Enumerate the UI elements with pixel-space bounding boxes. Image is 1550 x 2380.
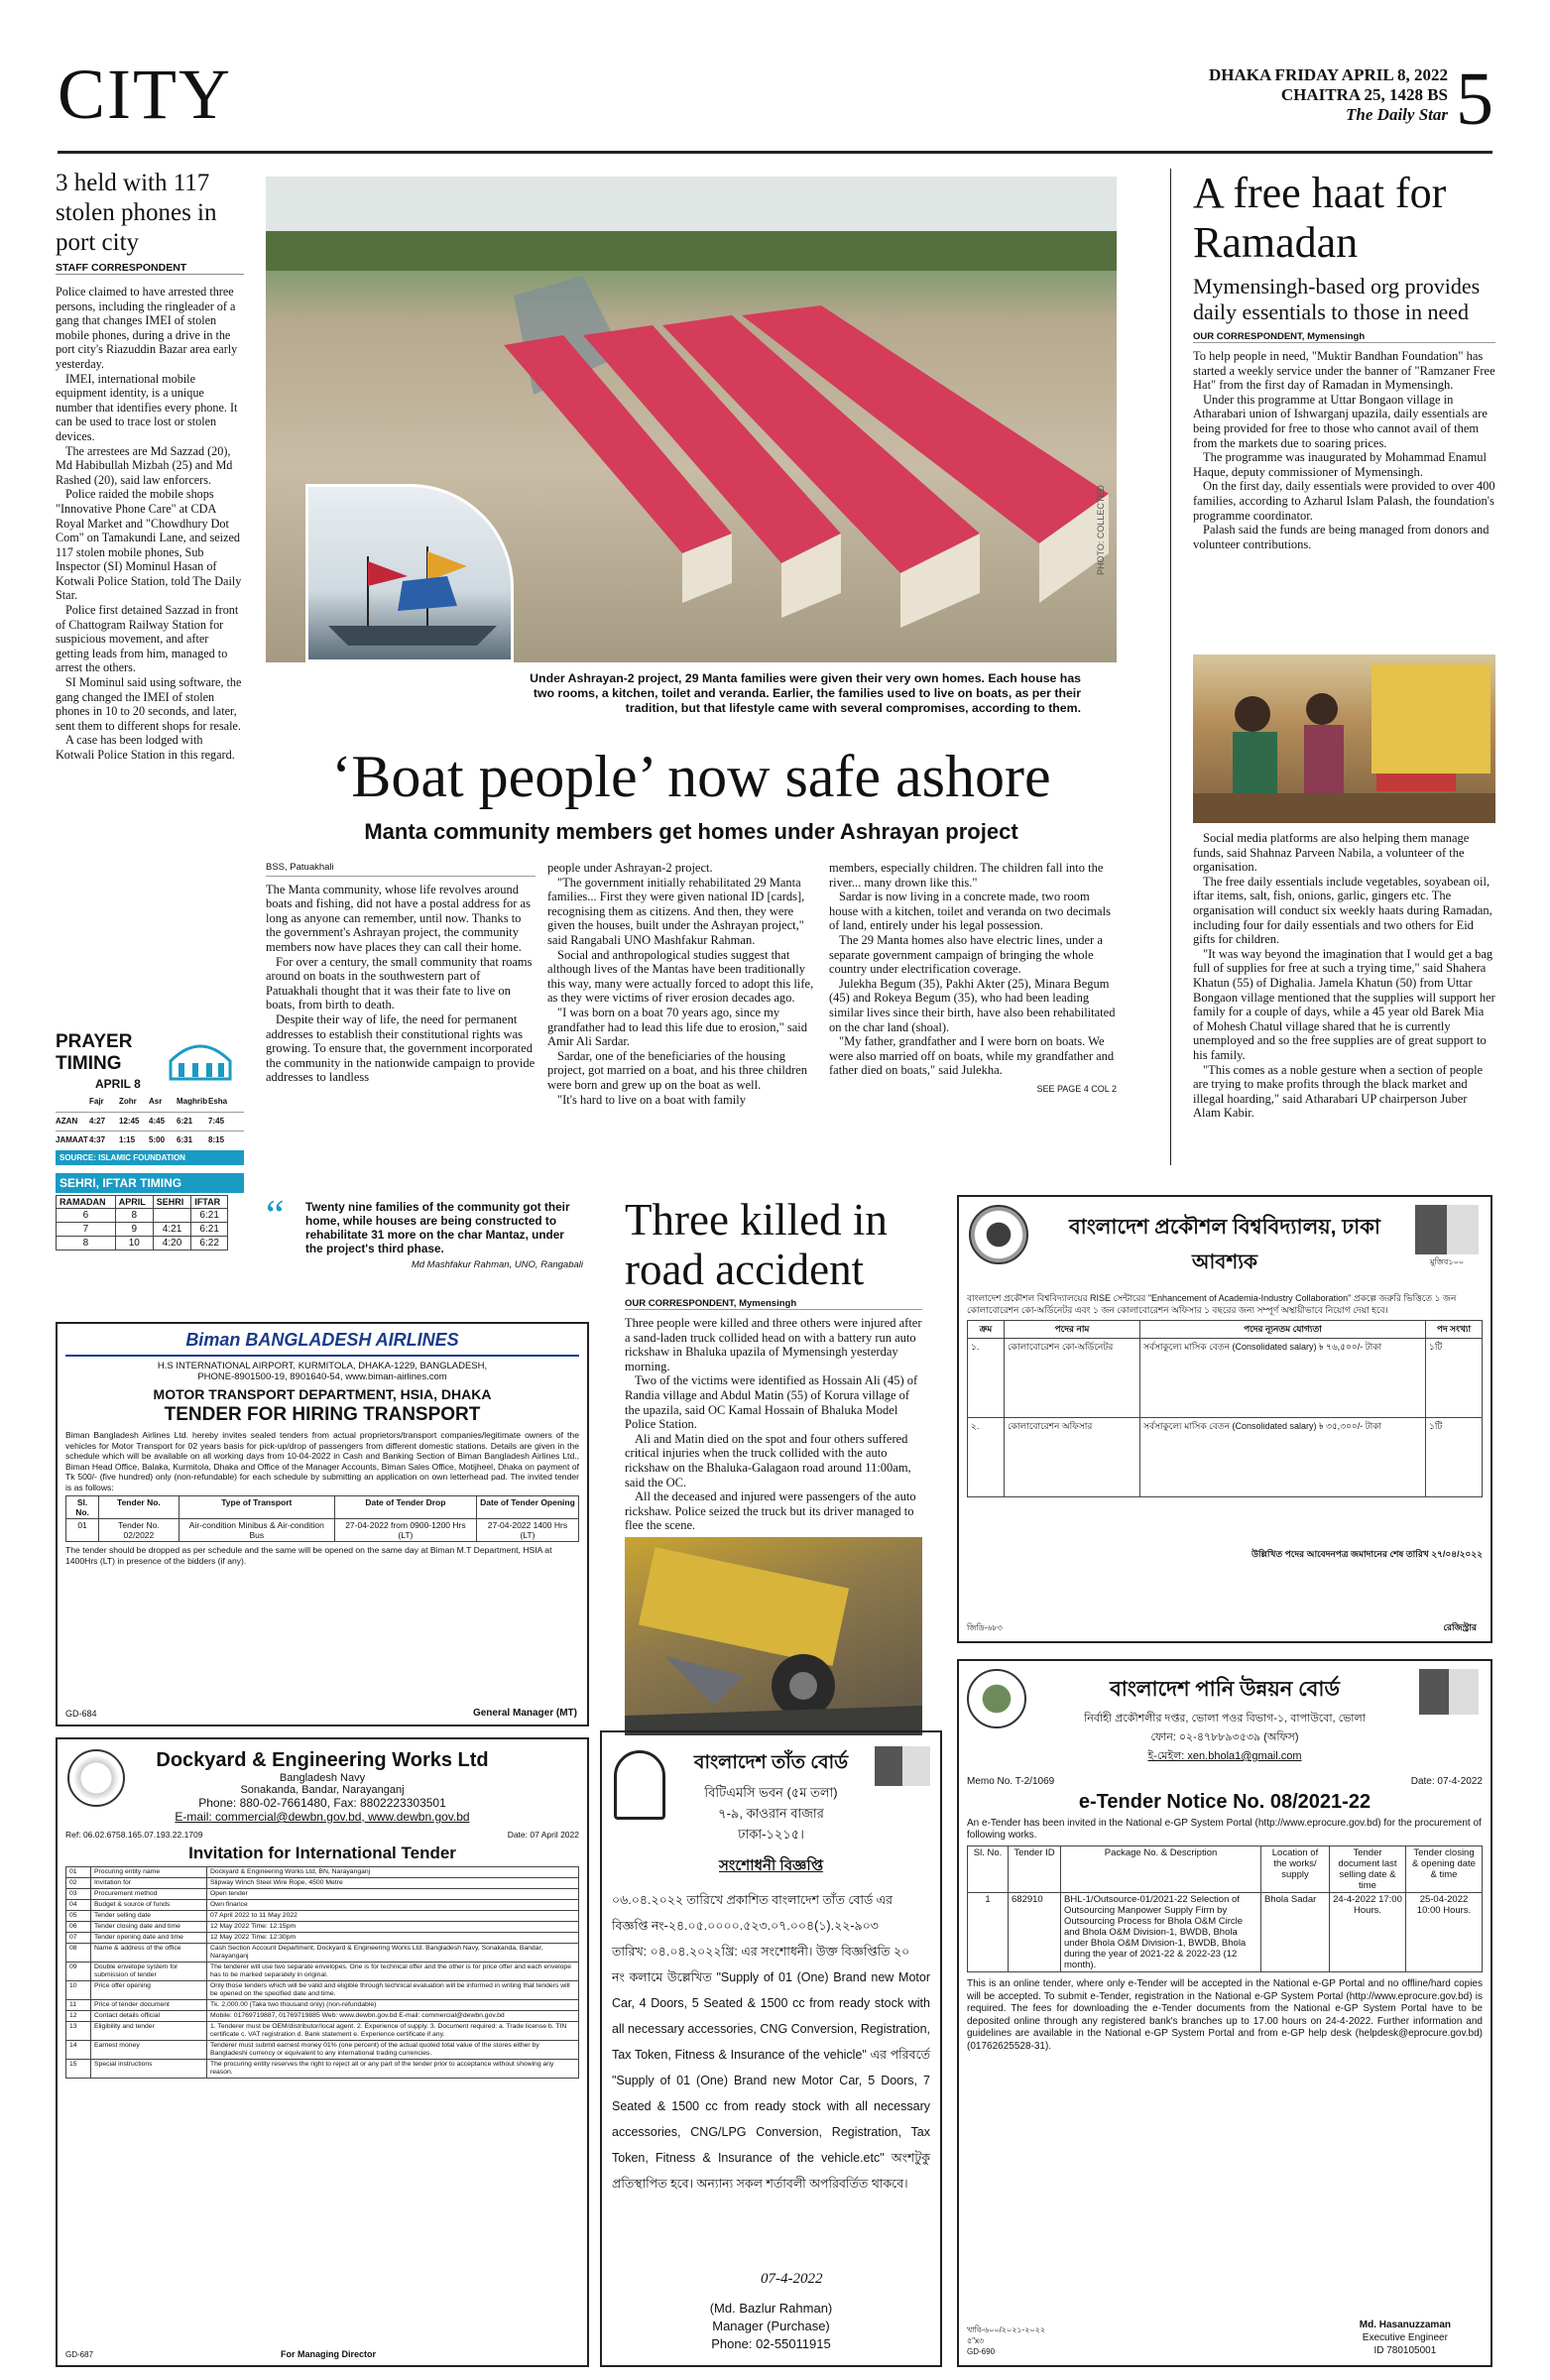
taat-logo-icon — [614, 1750, 665, 1820]
buet-intro: বাংলাদেশ প্রকৌশল বিশ্ববিদ্যালয়ের RISE সেন্টারের "Enhancement of Academia-Industry Collaboration" প্রকল্পে জরুরি ভিত্তিতে ১ জন কোলাবোরেশন কো-অর্ডিনেটর এবং ১ জন কোলাবোরেশন অফিসার ১ বছরের জন্য সম্পূর্ণ অস্থায়ীভাবে নিয়োগ দেয়া হবে। — [967, 1293, 1457, 1315]
jump-line: SEE PAGE 4 COL 2 — [1036, 1083, 1117, 1094]
dockyard-row — [66, 1900, 579, 1911]
cell: 1 — [968, 1893, 1009, 1972]
biman-signer: General Manager (MT) — [472, 1708, 577, 1719]
dockyard-ref: Ref: 06.02.6758.165.07.193.22.1709 — [65, 1830, 203, 1840]
paragraph: "The government initially rehabilitated 29 Manta families... First they were given national ID [cards], recognising them as citizens. And then, they were given the houses, built under the Ashrayan project," said Rangabali UNO Mashfakur Rahman. — [547, 875, 805, 947]
buet-row — [968, 1418, 1483, 1497]
cell: 9 — [115, 1223, 153, 1237]
cell: 6:22 — [191, 1237, 228, 1250]
paragraph: The arrestees are Md Sazzad (20), Md Habibullah Mizbah (25) and Md Rashed (20), said law enforcers. — [56, 443, 233, 487]
quote-text: Twenty nine families of the community got their home, while houses are being constructed to rehabilitate 31 more on the char Mantaz, under the project's third phase. — [305, 1200, 570, 1255]
cell: ১টি — [1426, 1418, 1483, 1497]
buet-table — [967, 1320, 1483, 1497]
jamaat-time: 6:31 — [177, 1135, 193, 1144]
cell: Name & address of the office — [91, 1944, 207, 1963]
prayer-header: Zohr — [119, 1097, 137, 1106]
prayer-source: SOURCE: ISLAMIC FOUNDATION — [56, 1150, 244, 1165]
cell: পদের ন্যূনতম যোগ্যতা — [1140, 1321, 1426, 1339]
dockyard-row — [66, 2000, 579, 2011]
azan-label: AZAN — [56, 1117, 78, 1126]
paragraph: Julekha Begum (35), Pakhi Akter (25), Minara Begum (45) and Rokeya Begum (35), who had been leading similar lives since their birth, have also been rehabilitated on the char land (shoal). — [829, 976, 1116, 1034]
biman-address: H.S INTERNATIONAL AIRPORT, KURMITOLA, DHAKA-1229, BANGLADESH, — [157, 1361, 488, 1371]
bwdb-memo: Memo No. T-2/1069 — [967, 1776, 1055, 1787]
right-column-divider — [1170, 169, 1171, 1165]
cell: 10 — [66, 1981, 91, 2000]
bs-date-line: CHAITRA 25, 1428 BS — [1280, 85, 1448, 104]
buet-code: জিডি-৬৮৩ — [967, 1623, 1003, 1632]
dockyard-row — [66, 2011, 579, 2022]
dockyard-ref-row — [65, 1830, 579, 1840]
cell: Earnest money — [91, 2041, 207, 2060]
dockyard-line: Phone: 880-02-7661480, Fax: 8802223303501 — [198, 1796, 446, 1810]
prayer-timing-box — [56, 1031, 244, 1250]
taat-signer-block — [602, 2300, 940, 2353]
azan-time: 7:45 — [208, 1117, 225, 1126]
bwdb-ref: খাবি-৬০০/২০২১-২০২২ — [967, 2325, 1046, 2334]
right-body-bottom — [1193, 831, 1495, 1121]
sehri-row — [57, 1237, 228, 1250]
paragraph: To help people in need, "Muktir Bandhan Foundation" has started a weekly service under the banner of "Ramzaner Free Hat" from the first day of Ramadan in Mymensingh. — [1193, 349, 1495, 393]
dockyard-row — [66, 2022, 579, 2041]
bwdb-line: ফোন: ০২-৪৭৮৮৯৩৫৩৯ (অফিস) — [1150, 1731, 1299, 1743]
mujib100-logo-icon — [875, 1746, 930, 1786]
left-story — [56, 169, 244, 763]
accident-headline: Three killed in road accident — [625, 1195, 888, 1294]
cell: Mobile: 01769719887, 01769719885 Web: www.dewbn.gov.bd E-mail: commercial@dewbn.gov.bd — [207, 2011, 579, 2022]
bwdb-code: GD-690 — [967, 2347, 996, 2356]
cell: Type of Transport — [179, 1496, 334, 1519]
cell: 03 — [66, 1889, 91, 1900]
taat-body-line: তারিখ: ০৪.০৪.২০২২খ্রি: এর সংশোধনী। উক্ত বিজ্ঞপ্তিতি ২০ — [612, 1945, 910, 1959]
buet-row — [968, 1339, 1483, 1418]
sehri-header: SEHRI — [153, 1196, 191, 1209]
left-headline: 3 held with 117 stolen phones in port city — [56, 170, 217, 256]
bwdb-row — [968, 1893, 1483, 1972]
cell — [153, 1209, 191, 1223]
azan-row — [56, 1112, 244, 1126]
cell: 27-04-2022 from 0900-1200 Hrs (LT) — [334, 1519, 476, 1542]
cell: Invitation for — [91, 1878, 207, 1889]
cell: 12 — [66, 2011, 91, 2022]
paragraph: "It was way beyond the imagination that I would get a bag full of supplies for free at such a trying time," said Shahera Khatun (55) of Dighalia. Jamela Khatun (50) from Uttar Bongaon village mentioned that the supplies will support her family for a couple of days, while a 45 year old Barek Mia of Mohesh Chatul village shared that he is currently unemployed and so the free supplies are of great support to his family. — [1193, 946, 1495, 1062]
taat-post: Manager (Purchase) — [712, 2319, 830, 2333]
dockyard-logo-icon — [67, 1749, 125, 1807]
taat-line: বিটিএমসি ভবন (৫ম তলা) — [704, 1785, 838, 1800]
cell: Tender document last selling date & time — [1330, 1846, 1406, 1893]
cell: Tk. 2,000.00 (Taka two thousand only) (non-refundable) — [207, 2000, 579, 2011]
cell: ক্রম — [968, 1321, 1005, 1339]
cell: Tender opening date and time — [91, 1933, 207, 1944]
bwdb-header-row — [968, 1846, 1483, 1893]
mujib100-logo-icon — [1419, 1669, 1479, 1715]
cell: Contact details official — [91, 2011, 207, 2022]
buet-signer: রেজিস্ট্রার — [1443, 1622, 1477, 1632]
cell: Procuring entity name — [91, 1867, 207, 1878]
left-body — [56, 285, 244, 763]
taat-line: ঢাকা-১২১৫। — [738, 1827, 804, 1842]
cell: Open tender — [207, 1889, 579, 1900]
cell: BHL-1/Outsource-01/2021-22 Selection of Outsourcing Manpower Supply Firm by Outsourcing Process for Bhola O&M Circle and Bhola O&M Division-1, BWDB, Bhola under Bhola O&M Division-1, BWDB, Bhola during the year of 2021-22 & 2022-23 (12 month). — [1061, 1893, 1261, 1972]
mujib100-logo-icon — [1415, 1205, 1479, 1254]
paragraph: All the deceased and injured were passengers of the auto rickshaw. Police seized the truck but its driver managed to flee the scene. — [625, 1489, 916, 1533]
dockyard-heading: Invitation for International Tender — [188, 1844, 456, 1862]
section-title: CITY — [58, 55, 232, 134]
dockyard-date: Date: 07 April 2022 — [507, 1830, 579, 1840]
lead-caption: Under Ashrayan-2 project, 29 Manta families were given their very own homes. Each house has two rooms, a kitchen, toilet and veranda. Earlier, the families used to live on boats, as per their tradition, but that lifestyle came with several compromises, according to them. — [530, 671, 1081, 715]
bwdb-ad — [957, 1659, 1492, 2367]
jamaat-time: 5:00 — [149, 1135, 166, 1144]
photo-credit: PHOTO: COLLECTED — [1096, 485, 1106, 575]
cell: 12 May 2022 Time: 12:15pm — [207, 1922, 579, 1933]
cell: Cash Section Account Department, Dockyard & Engineering Works Ltd. Bangladesh Navy, Sonakanda, Bandar, Narayanganj — [207, 1944, 579, 1963]
cell: Tender closing & opening date & time — [1406, 1846, 1483, 1893]
taat-body-line: নং কলামে উল্লেখিত "Supply of 01 (One) Brand new Motor Car, 4 Doors, 5 Seated & 1500 cc from ready stock with all necessary accessories, CNG Conversion, Registration, Tax Token, Fitness & Insurance of the vehicle" এর পরিবর্তে "Supply of 01 (One) Brand new Motor Car, 5 Doors, 7 Seated & 1500 cc from ready stock with all necessary accessories, CNG/LPG Conversion, Registration, Tax Token, Fitness & Insurance of the vehicle.etc" অংশটুকু প্রতিস্থাপিত হবে। অন্যান্য সকল শর্তাবলী অপরিবর্তিত থাকবে। — [612, 1970, 930, 2191]
dockyard-title: Dockyard & Engineering Works Ltd — [156, 1749, 489, 1771]
sehri-table — [56, 1195, 228, 1250]
cell: 1. Tenderer must be OEM/distributor/local agent. 2. Experience of supply. 3. Document required: a. Trade license b. TIN certificate c. VAT registration d. Bank statement e. Experience certificate if any. — [207, 2022, 579, 2041]
dockyard-line: Sonakanda, Bandar, Narayanganj — [240, 1784, 405, 1796]
paragraph: SI Mominul said using software, the gang changed the IMEI of stolen phones in 10 to 20 seconds, and later, sent them to different shops for resale. — [56, 675, 242, 733]
buet-ad — [957, 1195, 1492, 1643]
masthead-rule — [58, 151, 1492, 154]
cell: 13 — [66, 2022, 91, 2041]
accident-story — [625, 1195, 922, 1533]
paragraph: On the first day, daily essentials were provided to over 400 families, according to Azharul Islam Palash, the foundation's programme coordinator. — [1193, 479, 1495, 523]
bwdb-line: নির্বাহী প্রকৌশলীর দপ্তর, ভোলা পওর বিভাগ-১, বাপাউবো, ভোলা — [1084, 1713, 1366, 1725]
bwdb-logo-icon — [967, 1669, 1026, 1728]
lead-headline: ‘Boat people’ now safe ashore — [331, 744, 1051, 809]
dateline — [1190, 65, 1448, 125]
cell: The procuring entity reserves the right to reject all or any part of the tender prior to acceptance without showing any reason. — [207, 2060, 579, 2079]
right-byline: OUR CORRESPONDENT, Mymensingh — [1193, 331, 1495, 343]
mosque-icon — [163, 1031, 238, 1081]
cell: Sl. No. — [66, 1496, 99, 1519]
prayer-headers — [56, 1097, 244, 1106]
taat-line: ৭-৯, কাওরান বাজার — [718, 1806, 824, 1821]
taat-body — [612, 1887, 930, 2197]
paragraph: Social media platforms are also helping them manage funds, said Shahnaz Parveen Nabila, a volunteer of the organisation. — [1193, 831, 1470, 875]
buet-logo-icon — [969, 1205, 1028, 1264]
prayer-header: Esha — [208, 1097, 228, 1106]
cell: 8 — [115, 1209, 153, 1223]
dockyard-row — [66, 1922, 579, 1933]
cell: 04 — [66, 1900, 91, 1911]
prayer-header: Maghrib — [177, 1097, 208, 1106]
cell: 09 — [66, 1963, 91, 1981]
paragraph: Sardar is now living in a concrete made, two room house with a kitchen, toilet and veranda on two decimals of land, entirely under his legal possession. — [829, 890, 1111, 933]
sehri-row — [57, 1209, 228, 1223]
pull-quote — [266, 1193, 583, 1270]
cell: Tender selling date — [91, 1911, 207, 1922]
paragraph: Three people were killed and three others were injured after a sand-laden truck collided head on with a battery run auto rickshaw in Bhaluka upazila of Mymensingh yesterday morning. — [625, 1316, 922, 1373]
paragraph: The Manta community, whose life revolves around boats and fishing, did not have a postal address for as long as anyone can remember, until now. Thanks to the government's Ashrayan project, the community members now have places they can call their home. — [266, 882, 531, 954]
cell: Tender No. — [99, 1496, 179, 1519]
taat-title: বাংলাদেশ তাঁত বোর্ড — [693, 1752, 849, 1773]
paragraph: Police claimed to have arrested three persons, including the ringleader of a gang that changes IMEI of stolen mobile phones, during a drive in the port city's Riazuddin Bazar area early yesterday. — [56, 285, 238, 371]
cell: কোলাবোরেশন কো-অর্ডিনেটর — [1005, 1339, 1140, 1418]
cell: ২. — [968, 1418, 1005, 1497]
lead-col-3 — [829, 861, 1117, 1097]
paragraph: people under Ashrayan-2 project. — [547, 861, 713, 875]
cell: Date of Tender Drop — [334, 1496, 476, 1519]
cell: ১. — [968, 1339, 1005, 1418]
cell: Slipway Winch Steel Wire Rope, 4500 Metre — [207, 1878, 579, 1889]
cell: Eligibility and tender — [91, 2022, 207, 2041]
dockyard-table — [65, 1866, 579, 2079]
lead-byline: BSS, Patuakhali — [266, 861, 536, 877]
cell: 14 — [66, 2041, 91, 2060]
azan-time: 6:21 — [177, 1117, 193, 1126]
biman-phone: PHONE-8901500-19, 8901640-54, www.biman-airlines.com — [197, 1371, 447, 1382]
paragraph: Police first detained Sazzad in front of Chattogram Railway Station for suspicious movement, and after getting leads from him, managed to arrest the others. — [56, 603, 239, 675]
paragraph: "It's hard to live on a boat with family — [557, 1092, 746, 1107]
bwdb-date: Date: 07-4-2022 — [1410, 1776, 1483, 1787]
bwdb-ref2: ৫"x৩ — [967, 2336, 985, 2345]
bwdb-post: Executive Engineer — [1362, 2332, 1448, 2343]
cell: 4:21 — [153, 1223, 191, 1237]
azan-time: 12:45 — [119, 1117, 140, 1126]
dockyard-line: Bangladesh Navy — [279, 1772, 366, 1784]
bwdb-heading: e-Tender Notice No. 08/2021-22 — [1078, 1791, 1371, 1813]
quote-mark-icon: “ — [266, 1193, 285, 1239]
right-subhead: Mymensingh-based org provides daily essentials to those in need — [1193, 274, 1481, 324]
cell: 27-04-2022 1400 Hrs (LT) — [476, 1519, 578, 1542]
paragraph: Police raided the mobile shops "Innovative Phone Care" at CDA Royal Market and "Chowdhury Dot Com" on Tamakundi Lane, and seized 117 stolen mobile phones, Sub Inspector (SI) Mominul Hasan of Kotwali Police Station, told The Daily Star. — [56, 487, 242, 603]
dockyard-row — [66, 1911, 579, 1922]
bwdb-footer: This is an online tender, where only e-Tender will be accepted in the National e-GP Portal and no offline/hard copies will be accepted. To submit e-Tender, registration in the National e-GP System Portal (http://www.eprocure.gov.bd) is required. The fees for downloading the e-Tender documents from the National e-GP System Portal have to be deposited online through any registered bank's branches up to 17.00 hours on 24-4-2022. Further information and guidelines are available in the National e-GP System Portal and from e-GP help desk (helpdesk@eprocure.gov.bd) (01762625528-31). — [967, 1978, 1483, 2052]
jamaat-time: 4:37 — [89, 1135, 106, 1144]
cell: 06 — [66, 1922, 91, 1933]
paragraph: A case has been lodged with Kotwali Police Station in this regard. — [56, 733, 235, 762]
biman-row — [66, 1519, 579, 1542]
paragraph: For over a century, the small community that roams around on boats in the southwestern part of Patuakhali thought that it was their fate to live on boats, from birth to death. — [266, 954, 533, 1012]
prayer-header: Asr — [149, 1097, 163, 1106]
dockyard-signer: For Managing Director — [281, 2349, 377, 2359]
signature: 07-4-2022 — [761, 2271, 823, 2287]
right-story — [1193, 169, 1495, 551]
cell: Double envelope system for submission of tender — [91, 1963, 207, 1981]
paragraph: The programme was inaugurated by Mohammad Enamul Haque, deputy commissioner of Mymensingh. — [1193, 450, 1488, 479]
cell: 08 — [66, 1944, 91, 1963]
cell: 10 — [115, 1237, 153, 1250]
sehri-header-row — [57, 1196, 228, 1209]
cell: Dockyard & Engineering Works Ltd, BN, Narayanganj — [207, 1867, 579, 1878]
buet-title: বাংলাদেশ প্রকৌশল বিশ্ববিদ্যালয়, ঢাকা — [1068, 1216, 1381, 1239]
sehri-title: SEHRI, IFTAR TIMING — [56, 1173, 244, 1193]
taat-phone: Phone: 02-55011915 — [711, 2336, 831, 2351]
cell: Tender closing date and time — [91, 1922, 207, 1933]
lead-col-2 — [547, 861, 817, 1107]
dockyard-row — [66, 1963, 579, 1981]
dockyard-line: E-mail: commercial@dewbn.gov.bd, www.dewbn.gov.bd — [175, 1810, 470, 1824]
bwdb-intro: An e-Tender has been invited in the National e-GP System Portal (http://www.eprocure.gov.bd) for the procurement of following works. — [967, 1818, 1482, 1841]
cell: The tenderer will use two separate envelopes. One is for technical offer and the other is for price offer and each envelope has to be marked separately in original. — [207, 1963, 579, 1981]
paragraph: "My father, grandfather and I were born on boats. We were also married off on boats, while my grandfather and father died on boats," said Julekha. — [829, 1034, 1115, 1078]
prayer-date: APRIL 8 — [95, 1077, 141, 1091]
cell: Sl. No. — [968, 1846, 1009, 1893]
cell: 7 — [57, 1223, 116, 1237]
azan-time: 4:27 — [89, 1117, 106, 1126]
accident-photo — [625, 1537, 922, 1735]
bwdb-title: বাংলাদেশ পানি উন্নয়ন বোর্ড — [1110, 1678, 1340, 1701]
cell: পদ সংখ্যা — [1426, 1321, 1483, 1339]
cell: পদের নাম — [1005, 1321, 1140, 1339]
bwdb-name: Md. Hasanuzzaman — [1359, 2320, 1451, 2330]
prayer-title: PRAYER TIMING — [56, 1031, 133, 1074]
right-body-top — [1193, 349, 1495, 551]
cell: Tender No. 02/2022 — [99, 1519, 179, 1542]
cell: Price offer opening — [91, 1981, 207, 2000]
dockyard-row — [66, 2060, 579, 2079]
cell: Package No. & Description — [1061, 1846, 1261, 1893]
cell: Own finance — [207, 1900, 579, 1911]
bwdb-id: ID 780105001 — [1373, 2345, 1437, 2356]
buet-subtitle: আবশ্যক — [1191, 1251, 1258, 1273]
sehri-header: APRIL — [115, 1196, 153, 1209]
dockyard-row — [66, 1889, 579, 1900]
quote-attribution: Md Mashfakur Rahman, UNO, Rangabali — [411, 1259, 583, 1270]
right-headline: A free haat for Ramadan — [1193, 169, 1447, 267]
cell: Special instructions — [91, 2060, 207, 2079]
sehri-header: IFTAR — [191, 1196, 228, 1209]
jamaat-label: JAMAAT — [56, 1135, 88, 1144]
cell: 01 — [66, 1867, 91, 1878]
cell: 05 — [66, 1911, 91, 1922]
cell: Air-condition Minibus & Air-condition Bus — [179, 1519, 334, 1542]
cell: 6 — [57, 1209, 116, 1223]
dockyard-row — [66, 1878, 579, 1889]
buet-header-row — [968, 1321, 1483, 1339]
cell: কোলাবোরেশন অফিসার — [1005, 1418, 1140, 1497]
cell: 24-4-2022 17:00 Hours. — [1330, 1893, 1406, 1972]
cell: 02 — [66, 1878, 91, 1889]
taat-heading: সংশোধনী বিজ্ঞপ্তি — [718, 1857, 824, 1874]
prayer-header: Fajr — [89, 1097, 104, 1106]
cell: 682910 — [1009, 1893, 1061, 1972]
buet-footer: উল্লিখিত পদের আবেদনপত্র জমাদানের শেষ তারিখ ২৭/০৪/২০২২ — [1251, 1549, 1483, 1559]
biman-header-row — [66, 1496, 579, 1519]
biman-table — [65, 1495, 579, 1542]
paragraph: IMEI, international mobile equipment identity, is a unique number that identifies every phone. It can be used to trace lost or stolen devices. — [56, 371, 238, 443]
cell: 25-04-2022 10:00 Hours. — [1406, 1893, 1483, 1972]
jamaat-time: 8:15 — [208, 1135, 225, 1144]
jamaat-row — [56, 1130, 244, 1144]
paragraph: Ali and Matin died on the spot and four others suffered critical injuries when the truck collided with the auto rickshaw on the Bhaluka-Galagaon road around 11:00am, said the OC. — [625, 1431, 911, 1489]
paper-name: The Daily Star — [1346, 105, 1448, 124]
paragraph: Under this programme at Uttar Bongaon village in Atharabari union of Ishwarganj upazila, daily essentials are being provided for free to those who cannot avail of them from the markets due to soaring prices. — [1193, 392, 1488, 450]
paragraph: "I was born on a boat 70 years ago, since my grandfather had to lead this life due to erosion," said Amir Ali Sardar. — [547, 1005, 807, 1049]
haat-photo — [1193, 654, 1495, 823]
paragraph: Despite their way of life, the need for permanent addresses to establish their constitutional rights was growing. To ensure that, the government incorporated the community in the nationwide campaign to provide addresses to landless — [266, 1012, 536, 1085]
cell: Tenderer must submit earnest money 01% (one percent) of the actual quoted total value of the stores either by Bangladeshi currency or equivalent to any international trading currencies. — [207, 2041, 579, 2060]
cell: 8 — [57, 1237, 116, 1250]
dockyard-row — [66, 1933, 579, 1944]
bwdb-ref-block — [967, 2324, 1045, 2357]
biman-footer: The tender should be dropped as per schedule and the same will be opened on the same day at Biman M.T Department, HSIA at 1400Hrs (LT) in presence of the bidders (if any). — [65, 1545, 552, 1566]
cell: Budget & source of funds — [91, 1900, 207, 1911]
cell: Only those tenders which will be valid and eligible through technical evaluation will be informed in writing that tenders will be opened on the specified date and time. — [207, 1981, 579, 2000]
cell: Price of tender document — [91, 2000, 207, 2011]
biman-code: GD-684 — [65, 1709, 97, 1719]
bwdb-signer-block — [1360, 2319, 1451, 2357]
paragraph: Two of the victims were identified as Hossain Ali (45) of Randia village and Abdul Matin (55) of Korura village of the upazila, said OC Kamal Hossain of Bhaluka Model Police Station. — [625, 1373, 918, 1432]
biman-body: Biman Bangladesh Airlines Ltd. hereby invites sealed tenders from actual proprietors/transport companies/legitimate owners of the vehicles for Motor Transport for 02 years basis for pick-up/drop of passengers from different domestic stations. Details are given in the schedule which will be available on all working days from 10-04-2022 in Cash and Banking Section of Biman Bangladesh Airlines Ltd., Biman Head Office, Balaka, Kurmitola, Dhaka and Office of the Manager Accounts, Biman Sales Office, Motijheel, Dhaka on payment of Tk 500/- (five hundred) only (non-refundable) for each schedule by submitting an application on own letterhead pad. The invited tender is as follows: — [65, 1430, 579, 1492]
left-byline: STAFF CORRESPONDENT — [56, 262, 244, 275]
paragraph: The free daily essentials include vegetables, soyabean oil, iftar items, salt, fish, onions, garlic, gingers etc. The organisation will conduct six weekly haats during Ramadan, including four for daily essentials and two others for Eid gifts for children. — [1193, 874, 1492, 947]
dockyard-row — [66, 1981, 579, 2000]
dockyard-row — [66, 1944, 579, 1963]
biman-title: TENDER FOR HIRING TRANSPORT — [164, 1404, 481, 1425]
biman-ad — [56, 1322, 589, 1726]
date-line: DHAKA FRIDAY APRIL 8, 2022 — [1208, 65, 1448, 84]
cell: সর্বসাকুল্যে মাসিক বেতন (Consolidated salary) ৳ ৭৬,৫০০/- টাকা — [1140, 1339, 1426, 1418]
cell: Tender ID — [1009, 1846, 1061, 1893]
jamaat-time: 1:15 — [119, 1135, 136, 1144]
cell: Location of the works/ supply — [1261, 1846, 1330, 1893]
paragraph: members, especially children. The children fall into the river... many drown like this." — [829, 861, 1104, 890]
accident-byline: OUR CORRESPONDENT, Mymensingh — [625, 1298, 922, 1310]
sehri-header: RAMADAN — [57, 1196, 116, 1209]
dockyard-ad — [56, 1737, 589, 2367]
dockyard-row — [66, 2041, 579, 2060]
taat-body-line: বিজ্ঞপ্তি নং-২৪.০৫.০০০০.৫২৩.০৭.০০৪(১).২২-৯০৩ — [612, 1919, 879, 1933]
cell: 4:20 — [153, 1237, 191, 1250]
bwdb-line: ই-মেইল: xen.bhola1@gmail.com — [1147, 1750, 1302, 1762]
lead-col-1 — [266, 861, 536, 1085]
cell: 01 — [66, 1519, 99, 1542]
cell: 11 — [66, 2000, 91, 2011]
cell: 07 April 2022 to 11 May 2022 — [207, 1911, 579, 1922]
page-number: 5 — [1456, 58, 1493, 141]
cell: 6:21 — [191, 1209, 228, 1223]
cell: Date of Tender Opening — [476, 1496, 578, 1519]
cell: সর্বসাকুল্যে মাসিক বেতন (Consolidated salary) ৳ ৩৫,৩০০/- টাকা — [1140, 1418, 1426, 1497]
mujib-label: মুজিব১০০ — [1430, 1257, 1464, 1266]
accident-body — [625, 1316, 922, 1533]
bwdb-table — [967, 1845, 1483, 1972]
cell: 07 — [66, 1933, 91, 1944]
paragraph: Palash said the funds are being managed from donors and volunteer contributions. — [1193, 523, 1490, 551]
cell: ১টি — [1426, 1339, 1483, 1418]
paragraph: Sardar, one of the beneficiaries of the housing project, got married on a boat, and his three children were born and grew up on the boat as well. — [547, 1048, 808, 1092]
cell: Procurement method — [91, 1889, 207, 1900]
sehri-row — [57, 1223, 228, 1237]
cell: 15 — [66, 2060, 91, 2079]
biman-brand: Biman BANGLADESH AIRLINES — [65, 1330, 579, 1357]
biman-dept: MOTOR TRANSPORT DEPARTMENT, HSIA, DHAKA — [153, 1386, 492, 1402]
bwdb-memo-row — [967, 1776, 1483, 1787]
paragraph: The 29 Manta homes also have electric lines, under a separate government campaign of bringing the whole country under electrification coverage. — [829, 932, 1103, 977]
cell: 6:21 — [191, 1223, 228, 1237]
dockyard-code: GD-687 — [65, 2350, 94, 2359]
lead-subhead: Manta community members get homes under Ashrayan project — [364, 819, 1018, 844]
dockyard-row — [66, 1867, 579, 1878]
cell: 12 May 2022 Time: 12:30pm — [207, 1933, 579, 1944]
paragraph: Social and anthropological studies suggest that although lives of the Mantas have been traditionally this way, many were actually forced to adopt this life, as they were victims of river erosion decades ago. — [547, 947, 814, 1006]
taat-name: (Md. Bazlur Rahman) — [709, 2301, 833, 2316]
paragraph: "This comes as a noble gesture when a section of people are trying to make profits through the black market and illegal hoarding," said Atharabari UP chairperson Juber Alam Kabir. — [1193, 1062, 1484, 1121]
azan-time: 4:45 — [149, 1117, 166, 1126]
taat-ad — [600, 1730, 942, 2367]
cell: Bhola Sadar — [1261, 1893, 1330, 1972]
taat-body-line: ০৬.০৪.২০২২ তারিখে প্রকাশিত বাংলাদেশ তাঁত বোর্ড এর — [612, 1893, 894, 1907]
